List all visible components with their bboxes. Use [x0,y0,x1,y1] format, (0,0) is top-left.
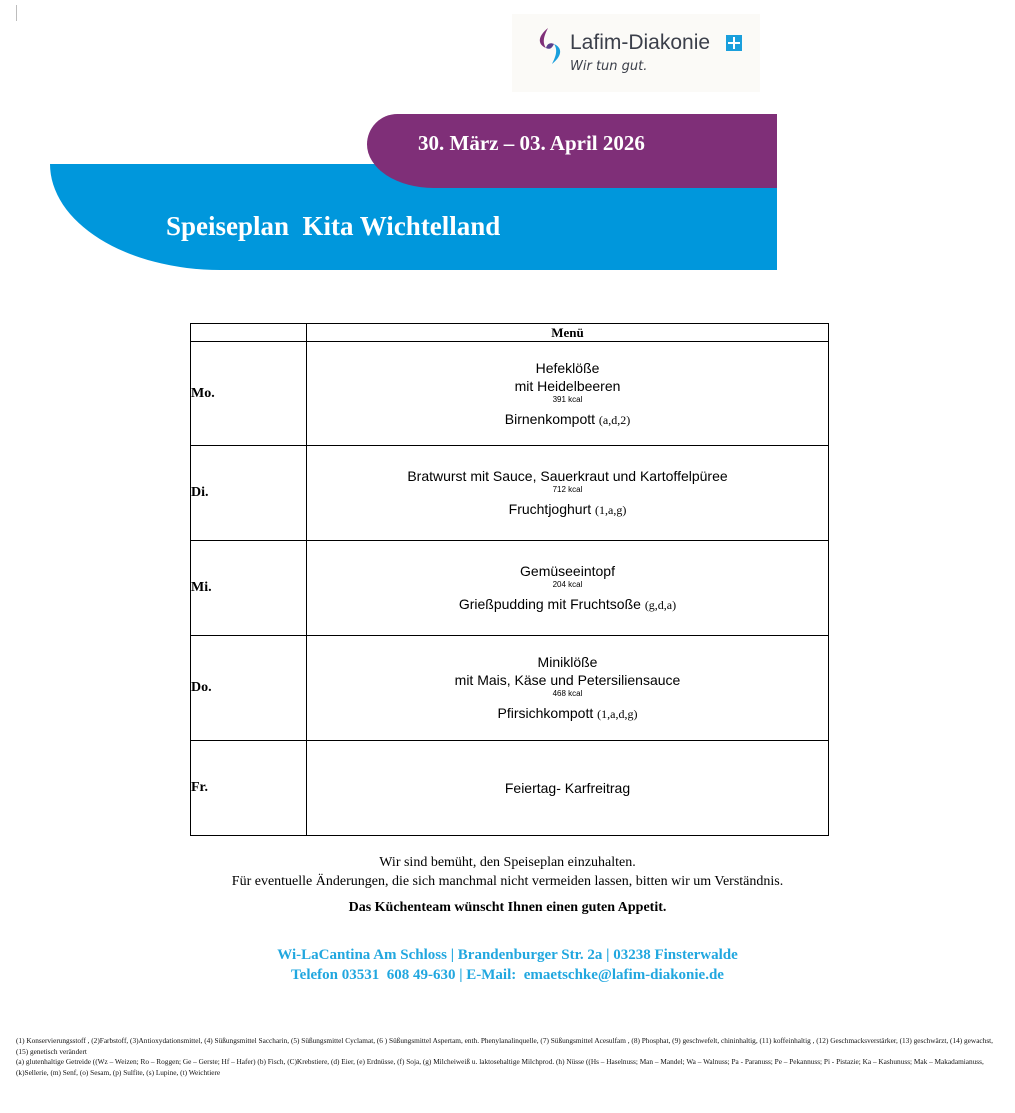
day-label: Fr. [191,741,307,836]
table-header-row [191,324,829,342]
kcal-value: 204 kcal [552,580,583,589]
meal-cell [307,541,829,636]
logo-name: Lafim-Diakonie [570,31,711,54]
meal-cell [307,741,829,836]
day-label: Mi. [191,541,307,636]
dessert-line [307,410,828,429]
dessert-line [307,704,828,723]
notice-line: Wir sind bemüht, den Speiseplan einzuhalten. [379,855,636,870]
meal-cell [307,446,829,541]
logo-mark-icon [534,26,566,66]
logo-tagline: Wir tun gut. [570,59,648,74]
additive-allergen-legend [16,1036,1006,1078]
day-label: Do. [191,636,307,741]
kcal-value: 468 kcal [552,689,583,698]
kcal-value: 391 kcal [552,394,583,404]
notice-text [0,853,1015,891]
day-label: Di. [191,446,307,541]
appetite-message: Das Küchenteam wünscht Ihnen einen guten Appetit. [348,900,667,915]
menu-table [190,323,829,836]
table-row [191,342,829,446]
contact-info [0,945,1015,985]
meal-cell [307,636,829,741]
date-range: 30. März – 03. April 2026 [418,131,645,155]
additive-legend: (1) Konservierungsstoff , (2)Farbstoff, (3)Antioxydationsmittel, (4) Süßungsmittel Saccharin, (5) Süßungsmittel Cyclamat, (6 ) Süßungsmittel Aspertam, enth. Phenylanalinquelle, (7) Süßungsmittel Acesulfam , (8) Phosphat, (9) geschwefelt, chininhaltig, (11) koffeinhaltig , (12) Geschmacksverstärker, (13) geschwärzt, (14) gewachst, (15) genetisch verändert [16,1036,994,1056]
day-label: Mo. [191,342,307,446]
page-title: Speiseplan Kita Wichtelland [166,211,501,241]
table-row [191,741,829,836]
meal-line: Gemüseeintopf [520,563,615,579]
notice-line: Für eventuelle Änderungen, die sich manchmal nicht vermeiden lassen, bitten wir um Verständnis. [231,874,784,889]
diakonie-cross-icon [726,35,742,51]
meal-line: mit Heidelbeeren [514,377,621,394]
column-header-menu: Menü [307,324,829,342]
contact-phone-email: Telefon 03531 608 49-630 | E-Mail: emaetschke@lafim-diakonie.de [291,967,724,983]
dessert-line [307,500,828,519]
dessert-name: Grießpudding mit Fruchtsoße [458,596,641,612]
dessert-name: Fruchtjoghurt [508,501,592,517]
meal-line: Hefeklöße [535,359,600,376]
allergen-codes: (1,a,d,g) [597,707,638,721]
allergen-codes: (g,d,a) [644,598,677,612]
kcal-value: 712 kcal [552,485,583,494]
contact-address: Wi-LaCantina Am Schloss | Brandenburger Str. 2a | 03238 Finsterwalde [277,947,738,963]
allergen-codes: (1,a,g) [595,503,627,517]
meal-line: mit Mais, Käse und Petersiliensauce [454,672,681,688]
meal-cell [307,342,829,446]
meal-line: Miniklöße [537,654,598,670]
table-row [191,541,829,636]
dessert-name: Pfirsichkompott [497,705,594,721]
dessert-name: Birnenkompott [504,410,596,427]
allergen-codes: (a,d,2) [598,412,631,427]
lafim-diakonie-logo [512,14,760,92]
meal-line: Feiertag- Karfreitrag [504,780,631,796]
allergen-legend: (a) glutenhaltige Getreide ((Wz – Weizen; Ro – Roggen; Ge – Gerste; Hf – Hafer) (b) Fisch, (C)Krebstiere, (d) Eier, (e) Erdnüsse, (f) Soja, (g) Milcheiweiß u. laktosehaltige Milchprod. (h) Nüsse ((Hs – Haselnuss; Man – Mandel; Wa – Walnuss; Pa - Paranuss; Pe – Pekannuss; Pi - Pistazie; Ka – Kashunuss; Mak – Makadamianuss, (k)Sellerie, (m) Senf, (o) Sesam, (p) Sulfite, (s) Lupine, (t) Weichtiere [16,1057,984,1077]
table-row [191,636,829,741]
dessert-line [307,595,828,614]
table-row [191,446,829,541]
header-empty-cell [191,324,307,342]
text-cursor [16,5,17,21]
meal-line: Bratwurst mit Sauce, Sauerkraut und Kartoffelpüree [407,468,728,484]
